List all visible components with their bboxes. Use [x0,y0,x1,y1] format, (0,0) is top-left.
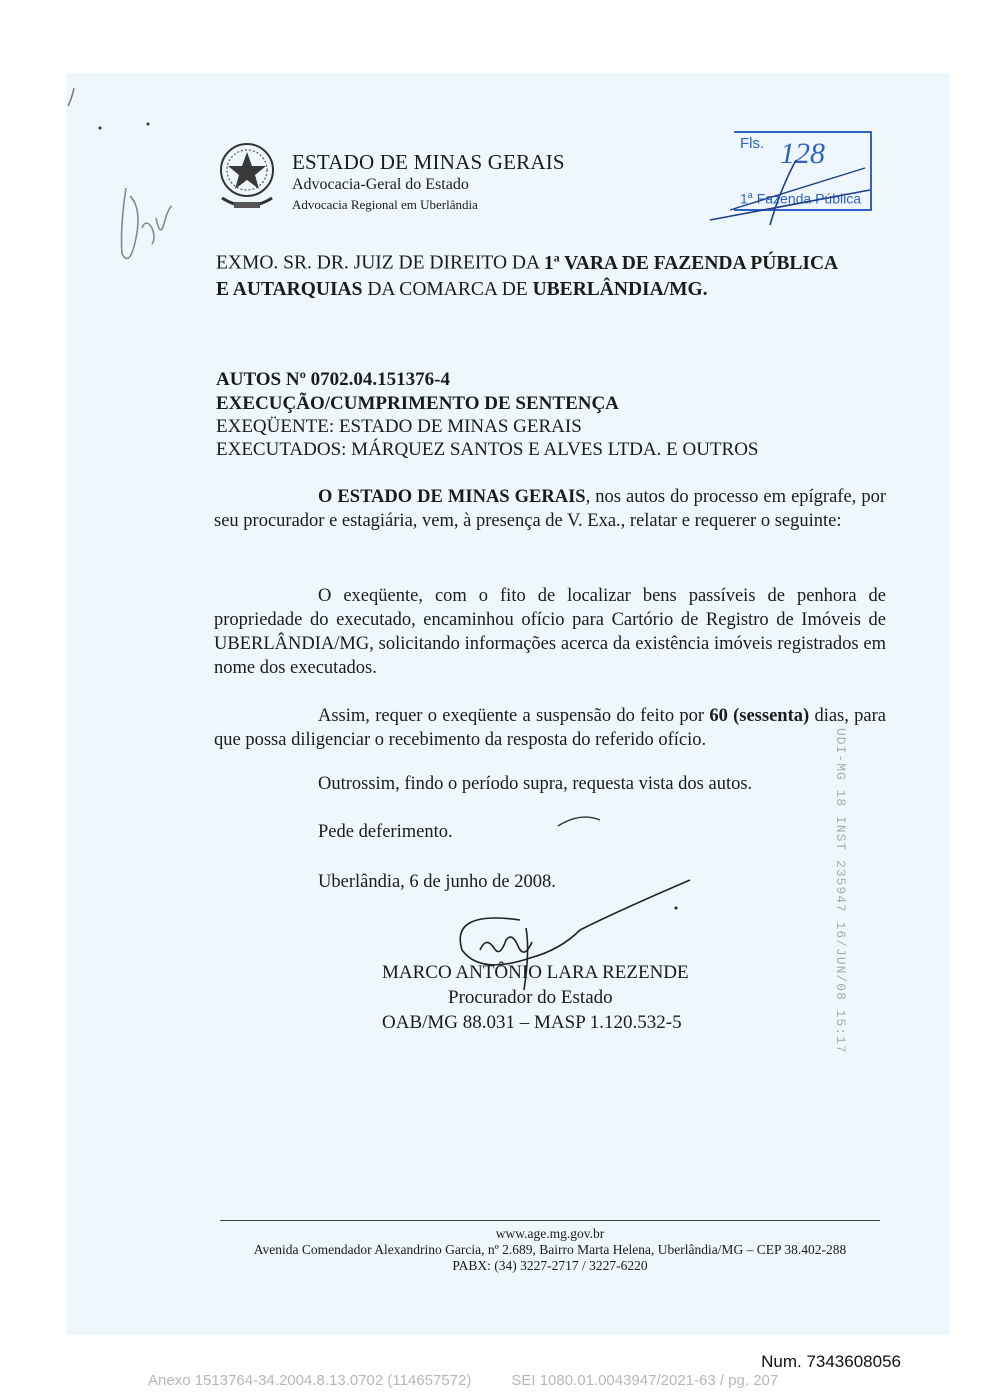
signatory-name: MARCO ANTÔNIO LARA REZENDE [382,962,689,983]
document-number: Num. 7343608056 [761,1352,901,1371]
sei-reference: SEI 1080.01.0043947/2021-63 / pg. 207 [511,1372,779,1389]
header-subtitle: Advocacia-Geral do Estado [292,176,469,193]
protocol-stamp: UDI-MG 18 INST 235947 16/JUN/08 15:17 [833,728,848,1054]
state-coat-of-arms-icon [214,138,280,214]
margin-handwriting-icon [60,78,180,278]
anexo-reference: Anexo 1513764-34.2004.8.13.0702 (114657572) [148,1372,472,1389]
header-regional-office: Advocacia Regional em Uberlândia [292,197,478,212]
signature-scribble-icon [440,800,700,980]
document-reference [148,1372,778,1389]
stamp-strike-lines-icon [700,150,880,240]
case-defendants: EXECUTADOS: MÁRQUEZ SANTOS E ALVES LTDA. E OUTROS [216,439,759,460]
header-title: ESTADO DE MINAS GERAIS [292,150,565,174]
closing-line: Pede deferimento. [318,822,453,842]
stamp-court-name: 1$^a$ Fazenda Pública [740,190,861,207]
paragraph-request: Assim, requer o exeqüente a suspensão do feito por 60 (sessenta) dias, para que possa diligenciar o recebimento da resposta do referido ofício. [214,706,886,750]
addressee: EXMO. SR. DR. JUIZ DE DIREITO DA 1$^a$ VARA DE FAZENDA PÚBLICA E AUTARQUIAS DA COMARCA DE UBERLÂNDIA/MG. [216,250,839,300]
case-number: AUTOS Nº 0702.04.151376-4 [216,369,450,390]
paragraph-facts: O exeqüente, com o fito de localizar bens passíveis de penhora de propriedade do executado, encaminhou ofício para Cartório de Registro de Imóveis de UBERLÂNDIA/MG, solicitando informações acerca da existência imóveis registrados em nome dos executados. [214,586,886,678]
footer-divider [220,1220,880,1221]
paragraph-intro: O ESTADO DE MINAS GERAIS, nos autos do processo em epígrafe, por seu procurador e estagiária, vem, à presença de V. Exa., relatar e requerer o seguinte: [214,487,887,531]
paragraph-view-request: Outrossim, findo o período supra, requesta vista dos autos. [318,774,753,794]
signatory-registration: OAB/MG 88.031 – MASP 1.120.532-5 [382,1012,682,1033]
footer-address: Avenida Comendador Alexandrino Garcia, nº 2.689, Bairro Marta Helena, Uberlândia/MG – CEP 38.402-288 [253,1242,847,1257]
signatory-role: Procurador do Estado [448,987,613,1008]
stamp-label: Fls. [740,135,765,152]
stamp-handwritten-number: 128 [780,137,825,170]
place-date: Uberlândia, 6 de junho de 2008. [318,872,556,892]
footer-phone: PABX: (34) 3227-2717 / 3227-6220 [452,1258,648,1273]
case-type: EXECUÇÃO/CUMPRIMENTO DE SENTENÇA [216,393,619,414]
case-plaintiff: EXEQÜENTE: ESTADO DE MINAS GERAIS [216,416,582,437]
footer-website: www.age.mg.gov.br [495,1226,605,1241]
